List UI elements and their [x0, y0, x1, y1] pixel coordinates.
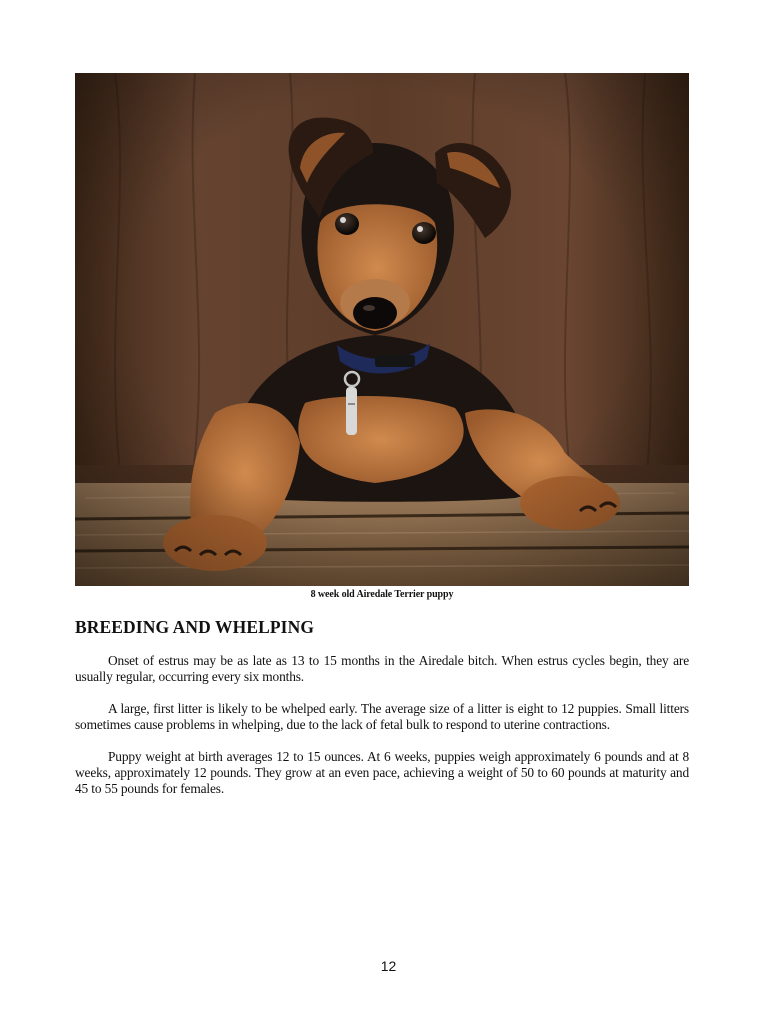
- paragraph-weight: Puppy weight at birth averages 12 to 15 ounces. At 6 weeks, puppies weigh approximately 6 pounds and at 8 weeks, approximately 12 pounds. They grow at an even pace, achieving a weight of 50 to 60 pounds at maturity and 45 to 55 pounds for females.: [75, 749, 689, 796]
- page-number: 12: [380, 958, 397, 974]
- paragraph-estrus: Onset of estrus may be as late as 13 to 15 months in the Airedale bitch. When estrus cycles begin, they are usually regular, occurring every six months.: [75, 653, 689, 684]
- photo-caption: 8 week old Airedale Terrier puppy: [310, 589, 454, 600]
- paragraph-litter: A large, first litter is likely to be whelped early. The average size of a litter is eight to 12 puppies. Small litters sometimes cause problems in whelping, due to the lack of fetal bulk to respond to uterine contractions.: [75, 701, 689, 732]
- puppy-photo: [75, 73, 689, 586]
- section-heading: BREEDING AND WHELPING: [75, 617, 315, 637]
- body-text: [75, 653, 689, 813]
